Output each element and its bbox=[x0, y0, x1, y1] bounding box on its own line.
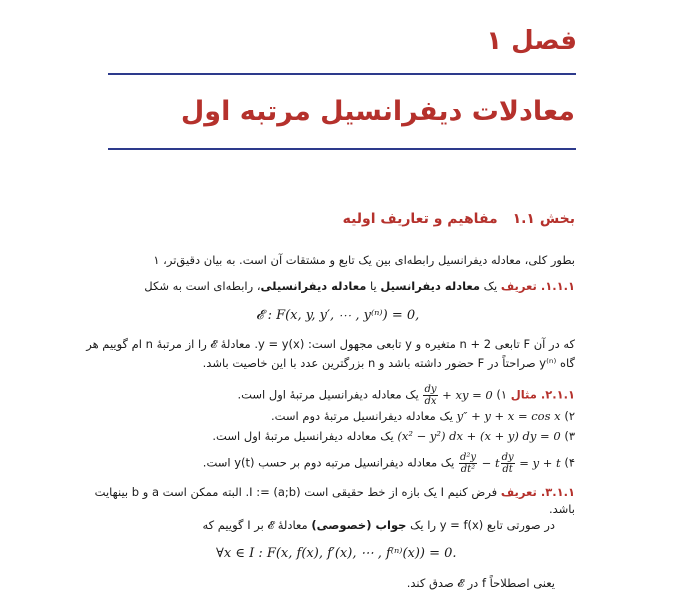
section-heading bbox=[343, 211, 575, 227]
example-4-math-tail: = y + t bbox=[515, 455, 561, 470]
fraction-d2y-dt2 bbox=[459, 452, 477, 475]
example-item-1 bbox=[237, 384, 575, 407]
definition-3-text: فرض کنیم I یک بازه از خط حقیقی است I := (a;b). البته ممکن است a و b بینهایت bbox=[94, 485, 498, 499]
definition-3-para-b: معادلهٔ 𝓔 بر I گوییم که bbox=[202, 518, 312, 532]
example-4-math-mid: − t bbox=[478, 455, 500, 470]
definition-3-continued: باشد. bbox=[548, 502, 575, 516]
example-2-text: یک معادله دیفرانسیل مرتبهٔ دوم است. bbox=[270, 409, 453, 423]
definition-3 bbox=[95, 487, 575, 499]
fraction-den: dt² bbox=[460, 464, 476, 475]
definition-1-label: ۱.۱.۱. تعریف bbox=[500, 279, 575, 293]
example-4-text: یک معادله دیفرانسیل مرتبه دوم بر حسب y(t) است. bbox=[202, 455, 455, 470]
example-item-2 bbox=[271, 411, 575, 423]
example-label: ۲.۱.۱. مثال bbox=[510, 387, 575, 402]
example-1-text: یک معادله دیفرانسیل مرتبهٔ اول است. bbox=[237, 387, 419, 402]
example-4-number: ۴) bbox=[564, 455, 575, 470]
definition-3-label: ۳.۱.۱. تعریف bbox=[500, 485, 575, 499]
top-divider bbox=[108, 73, 576, 75]
example-3-math: (x² − y²) dx + (x + y) dy = 0 bbox=[397, 429, 561, 443]
example-3-text: یک معادله دیفرانسیل مرتبهٔ اول است. bbox=[212, 429, 394, 443]
definition-3-para-a: در صورتی تابع y = f(x) را یک bbox=[406, 518, 555, 532]
example-2-number: ۲) bbox=[564, 409, 575, 423]
example-3-number: ۳) bbox=[564, 429, 575, 443]
bottom-divider bbox=[108, 148, 576, 150]
definition-1-text-b: یا bbox=[366, 279, 381, 293]
fraction-dy-dx bbox=[423, 384, 437, 407]
fraction-num: dy bbox=[501, 452, 514, 463]
chapter-heading: فصل ۱ bbox=[486, 26, 577, 56]
fraction-den: dx bbox=[424, 396, 437, 407]
chapter-title: معادلات دیفرانسیل مرتبه اول bbox=[180, 96, 575, 127]
example-1-math-tail: + xy = 0 bbox=[438, 387, 493, 402]
example-1-number: ۱) bbox=[496, 387, 508, 402]
definition-1-para1: که در آن F تابعی n + 2 متغیره و y تابعی مجهول است: y = y(x). معادلهٔ 𝓔 را از مرتبهٔ n ام گوییم هر bbox=[86, 337, 575, 351]
section-number: بخش ۱.۱ bbox=[512, 211, 575, 227]
fraction-den: dt bbox=[502, 464, 513, 475]
section-title: مفاهیم و تعاریف اولیه bbox=[342, 211, 498, 227]
definition-3-term: جواب (خصوصی) bbox=[311, 518, 407, 532]
definition-1 bbox=[144, 281, 575, 293]
intro-paragraph: بطور کلی، معادله دیفرانسیل رابطه‌ای بین یک تابع و مشتقات آن است. به بیان دقیق‌تر، ۱ bbox=[153, 253, 575, 267]
definition-1-term1: معادله دیفرانسیل bbox=[380, 279, 481, 293]
fraction-dy-dt bbox=[501, 452, 515, 475]
definition-3-remark: یعنی اصطلاحاً f در 𝓔 صدق کند. bbox=[406, 576, 555, 590]
example-2-math: y″ + y + x = cos x bbox=[456, 409, 561, 423]
example-item-3 bbox=[212, 431, 575, 443]
example-4-math bbox=[458, 452, 561, 475]
example-1-math bbox=[422, 384, 493, 407]
definition-1-text-a: یک bbox=[480, 279, 498, 293]
ode-equation: 𝓔 : F(x, y, y′, ⋯ , y⁽ⁿ⁾) = 0, bbox=[256, 308, 420, 323]
definition-1-para2: گاه y⁽ⁿ⁾ صراحتاً در F حضور داشته باشد و n بزرگترین عدد با این خاصیت باشد. bbox=[202, 356, 575, 370]
definition-1-term2: معادله دیفرانسیلی bbox=[260, 279, 367, 293]
example-item-4 bbox=[203, 452, 575, 475]
fraction-num: dy bbox=[424, 384, 437, 395]
definition-1-text-c: ، رابطه‌ای است به شکل bbox=[144, 279, 261, 293]
fraction-num: d²y bbox=[459, 452, 476, 463]
definition-3-para bbox=[202, 520, 555, 532]
solution-equation: ∀x ∈ I : F(x, f(x), f′(x), ⋯ , f⁽ⁿ⁾(x)) = 0. bbox=[216, 546, 457, 561]
